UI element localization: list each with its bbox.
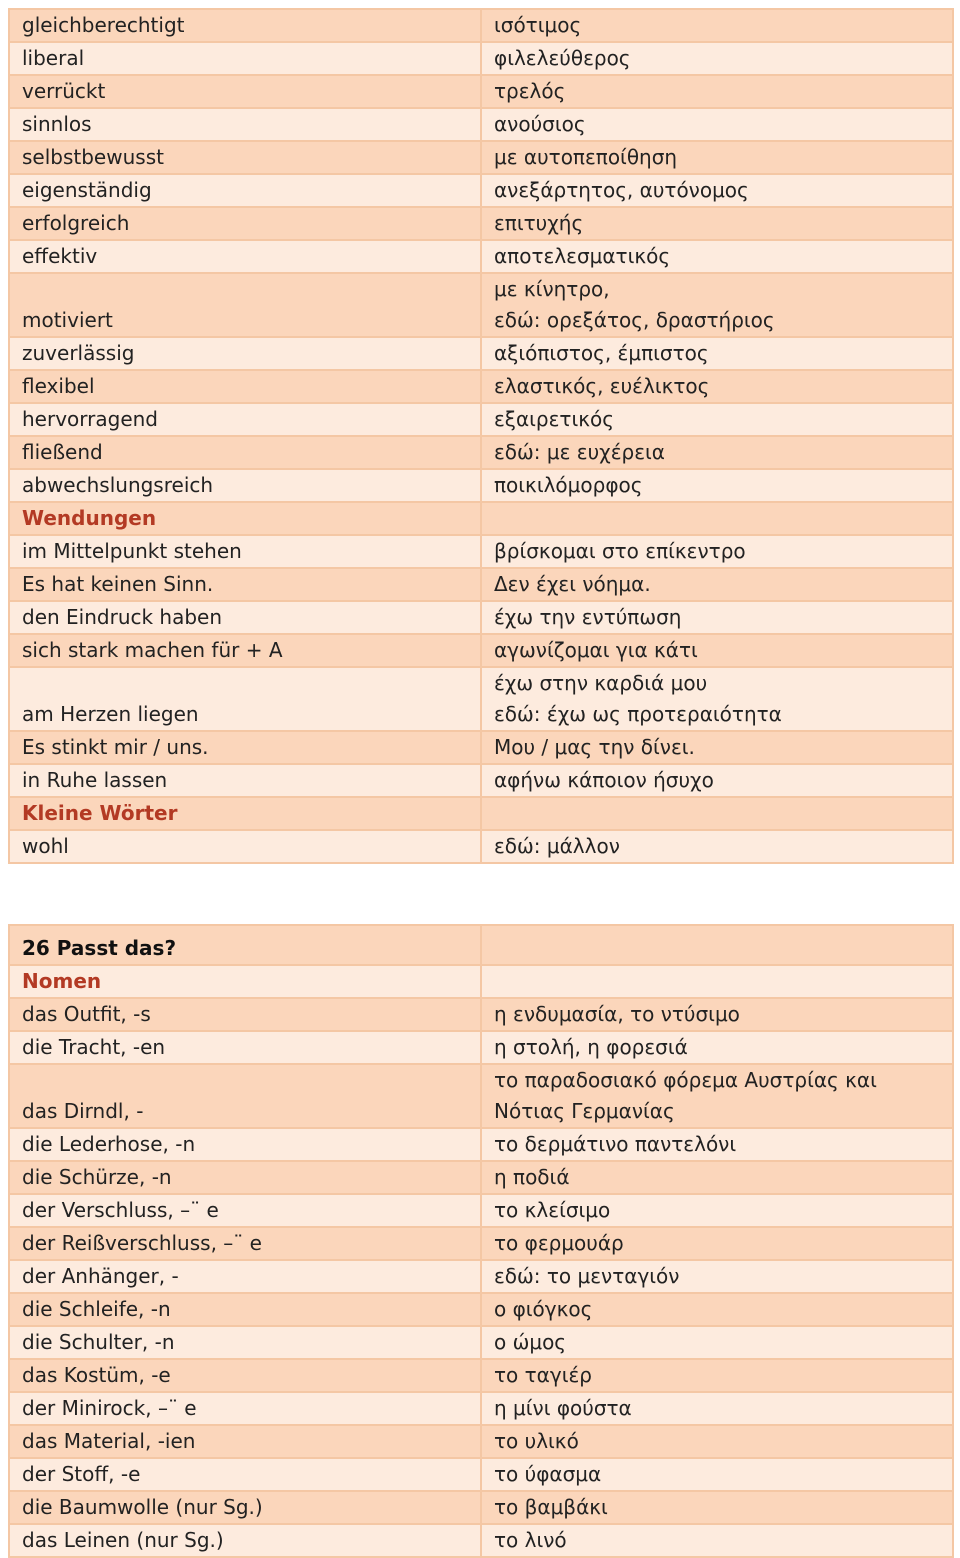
greek-translation [481, 273, 953, 337]
german-term: das Dirndl, - [9, 1064, 481, 1128]
translation-line: η ενδυμασία, το ντύσιμο [494, 1002, 740, 1026]
vocab-table-body [9, 925, 953, 1557]
greek-translation [481, 1458, 953, 1491]
translation-line: έχω στην καρδιά μου [494, 671, 708, 695]
greek-translation [481, 502, 953, 535]
german-term: das Kostüm, -e [9, 1359, 481, 1392]
greek-translation [481, 1031, 953, 1064]
translation-line: το κλείσιμο [494, 1198, 611, 1222]
vocab-table-section-1 [8, 8, 954, 864]
greek-translation [481, 207, 953, 240]
german-term: liberal [9, 42, 481, 75]
vocab-row [9, 75, 953, 108]
greek-translation [481, 797, 953, 830]
german-term: das Material, -ien [9, 1425, 481, 1458]
translation-line: το ύφασμα [494, 1462, 602, 1486]
german-term: die Schürze, -n [9, 1161, 481, 1194]
german-term: in Ruhe lassen [9, 764, 481, 797]
vocab-row [9, 568, 953, 601]
greek-translation [481, 1326, 953, 1359]
german-term: erfolgreich [9, 207, 481, 240]
vocab-row [9, 1326, 953, 1359]
greek-translation [481, 998, 953, 1031]
vocab-row [9, 240, 953, 273]
vocab-row [9, 370, 953, 403]
heading-row [9, 502, 953, 535]
translation-line: εδώ: μάλλον [494, 834, 620, 858]
german-term: im Mittelpunkt stehen [9, 535, 481, 568]
vocab-row [9, 337, 953, 370]
translation-line: έχω την εντύπωση [494, 605, 682, 629]
greek-translation [481, 667, 953, 731]
vocab-row [9, 174, 953, 207]
vocab-row [9, 998, 953, 1031]
german-term: das Leinen (nur Sg.) [9, 1524, 481, 1557]
translation-line: ο φιόγκος [494, 1297, 593, 1321]
german-term: wohl [9, 830, 481, 863]
vocab-row [9, 601, 953, 634]
german-term: am Herzen liegen [9, 667, 481, 731]
greek-translation [481, 108, 953, 141]
greek-translation [481, 9, 953, 42]
german-term: die Tracht, -en [9, 1031, 481, 1064]
vocab-row [9, 403, 953, 436]
german-term: zuverlässig [9, 337, 481, 370]
translation-line: εδώ: με ευχέρεια [494, 440, 665, 464]
vocab-row [9, 535, 953, 568]
translation-line: το παραδοσιακό φόρεμα Αυστρίας και [494, 1068, 877, 1092]
vocab-row [9, 1161, 953, 1194]
greek-translation [481, 830, 953, 863]
translation-line: το βαμβάκι [494, 1495, 608, 1519]
german-term: eigenständig [9, 174, 481, 207]
translation-line: αφήνω κάποιον ήσυχο [494, 768, 714, 792]
translation-line: ανούσιος [494, 112, 586, 136]
greek-translation [481, 370, 953, 403]
vocab-row [9, 764, 953, 797]
greek-translation [481, 1491, 953, 1524]
german-term: Es stinkt mir / uns. [9, 731, 481, 764]
translation-line: ο ώμος [494, 1330, 567, 1354]
translation-line: Δεν έχει νόημα. [494, 572, 651, 596]
vocab-row [9, 1064, 953, 1128]
greek-translation [481, 337, 953, 370]
greek-translation [481, 601, 953, 634]
vocab-row [9, 1491, 953, 1524]
german-term: sich stark machen für + A [9, 634, 481, 667]
vocab-row [9, 1425, 953, 1458]
german-term: fließend [9, 436, 481, 469]
vocab-row [9, 1458, 953, 1491]
greek-translation [481, 764, 953, 797]
translation-line: το υλικό [494, 1429, 579, 1453]
greek-translation [481, 965, 953, 998]
vocab-row [9, 731, 953, 764]
vocab-row [9, 141, 953, 174]
german-term: der Verschluss, –¨ e [9, 1194, 481, 1227]
section-heading: Kleine Wörter [9, 797, 481, 830]
greek-translation [481, 141, 953, 174]
vocab-row [9, 1293, 953, 1326]
vocab-row [9, 436, 953, 469]
greek-translation [481, 240, 953, 273]
vocab-row [9, 830, 953, 863]
german-term: die Lederhose, -n [9, 1128, 481, 1161]
empty-cell [481, 925, 953, 965]
translation-line: εδώ: ορεξάτος, δραστήριος [494, 308, 775, 332]
translation-line: το δερμάτινο παντελόνι [494, 1132, 737, 1156]
translation-line: το ταγιέρ [494, 1363, 592, 1387]
greek-translation [481, 42, 953, 75]
vocab-table-body [9, 9, 953, 863]
vocab-row [9, 634, 953, 667]
greek-translation [481, 1392, 953, 1425]
german-term: verrückt [9, 75, 481, 108]
vocab-row [9, 1194, 953, 1227]
greek-translation [481, 1194, 953, 1227]
german-term: die Baumwolle (nur Sg.) [9, 1491, 481, 1524]
vocab-row [9, 1392, 953, 1425]
vocab-row [9, 1260, 953, 1293]
german-term: die Schleife, -n [9, 1293, 481, 1326]
german-term: das Outfit, -s [9, 998, 481, 1031]
translation-line: εξαιρετικός [494, 407, 614, 431]
german-term: motiviert [9, 273, 481, 337]
vocab-row [9, 1524, 953, 1557]
greek-translation [481, 436, 953, 469]
section-heading: Nomen [9, 965, 481, 998]
german-term: Es hat keinen Sinn. [9, 568, 481, 601]
greek-translation [481, 634, 953, 667]
greek-translation [481, 1064, 953, 1128]
translation-line: ισότιμος [494, 13, 582, 37]
vocab-row [9, 667, 953, 731]
vocab-row [9, 1128, 953, 1161]
translation-line: ποικιλόμορφος [494, 473, 643, 497]
translation-line: το φερμουάρ [494, 1231, 624, 1255]
section-title: 26 Passt das? [9, 925, 481, 965]
vocab-row [9, 108, 953, 141]
vocab-row [9, 1227, 953, 1260]
german-term: flexibel [9, 370, 481, 403]
vocab-row [9, 469, 953, 502]
greek-translation [481, 535, 953, 568]
greek-translation [481, 403, 953, 436]
vocab-row [9, 207, 953, 240]
translation-line: φιλελεύθερος [494, 46, 631, 70]
german-term: gleichberechtigt [9, 9, 481, 42]
german-term: abwechslungsreich [9, 469, 481, 502]
greek-translation [481, 731, 953, 764]
german-term: der Anhänger, - [9, 1260, 481, 1293]
greek-translation [481, 1524, 953, 1557]
greek-translation [481, 1227, 953, 1260]
heading-row [9, 965, 953, 998]
translation-line: Νότιας Γερμανίας [494, 1099, 675, 1123]
vocab-row [9, 42, 953, 75]
translation-line: με αυτοπεποίθηση [494, 145, 678, 169]
translation-line: η στολή, η φορεσιά [494, 1035, 688, 1059]
section-heading: Wendungen [9, 502, 481, 535]
german-term: der Minirock, –¨ e [9, 1392, 481, 1425]
german-term: die Schulter, -n [9, 1326, 481, 1359]
translation-line: ελαστικός, ευέλικτος [494, 374, 710, 398]
greek-translation [481, 1260, 953, 1293]
vocab-row [9, 1359, 953, 1392]
greek-translation [481, 75, 953, 108]
translation-line: η μίνι φούστα [494, 1396, 632, 1420]
german-term: der Stoff, -e [9, 1458, 481, 1491]
greek-translation [481, 1425, 953, 1458]
greek-translation [481, 568, 953, 601]
german-term: hervorragend [9, 403, 481, 436]
german-term: sinnlos [9, 108, 481, 141]
greek-translation [481, 1161, 953, 1194]
german-term: den Eindruck haben [9, 601, 481, 634]
translation-line: το λινό [494, 1528, 567, 1552]
translation-line: αξιόπιστος, έμπιστος [494, 341, 709, 365]
german-term: der Reißverschluss, –¨ e [9, 1227, 481, 1260]
vocab-table-section-2 [8, 924, 954, 1558]
translation-line: Μου / μας την δίνει. [494, 735, 695, 759]
greek-translation [481, 1128, 953, 1161]
heading-row [9, 797, 953, 830]
translation-line: εδώ: το μενταγιόν [494, 1264, 680, 1288]
section-title-row [9, 925, 953, 965]
german-term: effektiv [9, 240, 481, 273]
translation-line: αγωνίζομαι για κάτι [494, 638, 698, 662]
vocab-row [9, 1031, 953, 1064]
greek-translation [481, 469, 953, 502]
translation-line: η ποδιά [494, 1165, 570, 1189]
translation-line: ανεξάρτητος, αυτόνομος [494, 178, 749, 202]
translation-line: βρίσκομαι στο επίκεντρο [494, 539, 746, 563]
translation-line: αποτελεσματικός [494, 244, 671, 268]
translation-line: εδώ: έχω ως προτεραιότητα [494, 702, 782, 726]
vocab-row [9, 9, 953, 42]
translation-line: με κίνητρο, [494, 277, 610, 301]
greek-translation [481, 174, 953, 207]
german-term: selbstbewusst [9, 141, 481, 174]
vocab-row [9, 273, 953, 337]
greek-translation [481, 1293, 953, 1326]
greek-translation [481, 1359, 953, 1392]
translation-line: επιτυχής [494, 211, 584, 235]
translation-line: τρελός [494, 79, 566, 103]
